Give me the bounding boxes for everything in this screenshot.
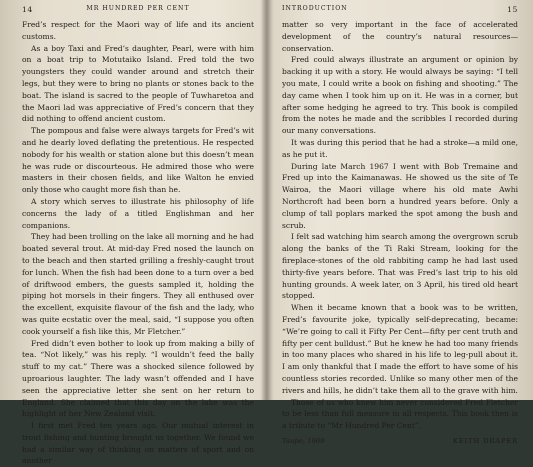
left-page <box>22 0 254 466</box>
author-name: KEITH DRAPER <box>452 436 518 445</box>
right-page-number: 15 <box>507 5 518 14</box>
left-paragraph: A story which serves to illustrate his philosophy of life concerns the lady of a titled Englishman and her companions. <box>22 196 254 230</box>
right-running-head: INTRODUCTION <box>282 5 348 12</box>
right-paragraph: Those of us who knew him never considered Fred Fletcher to be less than full measure in all respects. This book then is a tribute to “Mr Hundred Per Cent”. <box>282 397 518 431</box>
place-date: Taupo, 1969 <box>282 436 325 445</box>
right-page <box>282 0 518 445</box>
left-paragraph: As a boy Taxi and Fred’s daughter, Pearl, were with him on a boat trip to Motutaiko Island. Fred told the two youngsters they could wander around and stretch their legs, but they were to bring no plants or stones back to the boat. The island is sacred to the people of Tuwharetoa and the Maori lad was appreciative of Fred’s concern that they did nothing to offend ancient custom. <box>22 43 254 124</box>
left-running-head: MR HUNDRED PER CENT <box>86 5 190 12</box>
right-paragraph: During late March 1967 I went with Bob Tremaine and Fred up into the Kaimanawas. He showed us the site of Te Wairoa, the Maori village where his old mate Awhi Northcroft had been born a hundred years before. Only a clump of tall poplars marked the spot among the bush and scrub. <box>282 161 518 230</box>
left-paragraph: Fred didn’t even bother to look up from making a billy of tea. “Not likely,” was his reply. “I wouldn’t feed the bally stuff to my cat.” There was a shocked silence followed by uproarious laughter. The lady wasn’t offended and I have seen the appreciative letter she sent on her return to England. She claimed that this day on the lake was the highlight of her New Zealand visit. <box>22 338 254 419</box>
right-paragraph: Fred could always illustrate an argument or opinion by backing it up with a story. He would always be saying: “I tell you mate, I could write a book on fishing and shooting.” The day came when I took him up on it. He was in a corner, but after some hedging he agreed to try. This book is compiled from the notes he made and the scribbles I recorded during our many conversations. <box>282 55 518 136</box>
right-paragraph: It was during this period that he had a stroke—a mild one, as he put it. <box>282 137 518 159</box>
signature-line <box>282 436 518 448</box>
left-paragraph: I first met Fred ten years ago. Our mutual interest in trout fishing and hunting brought us together. We found we had a similar way of thinking on matters of sport and on another <box>22 421 254 466</box>
right-page-header <box>282 5 518 17</box>
right-paragraph: I felt sad watching him search among the overgrown scrub along the banks of the Ti Raki Stream, looking for the fireplace-stones of the old rabbiting camp he had last used thirty-five years before. That was Fred’s last trip to his old hunting grounds. A week later, on 3 April, his tired old heart stopped. <box>282 232 518 301</box>
right-paragraph: When it became known that a book was to be written, Fred’s favourite joke, typically self-deprecating, became: “We’re going to call it Fifty Per Cent—fifty per cent truth and fifty per cent bulldust.” But he knew he had too many friends in too many places who shared in his life to leg-pull about it. I am only thankful that I made the effort to have some of his countless stories recorded. Unlike so many other men of the rivers and hills, he didn’t take them all to the grave with him. <box>282 303 518 395</box>
left-page-number: 14 <box>22 5 33 14</box>
left-paragraph: The pompous and false were always targets for Fred’s wit and he dearly loved deflating the pretentious. He respected nobody for his wealth or station alone but this doesn’t mean he was rude or discourteous. He admired those who were masters in their chosen fields, and like Walton he envied only those who caught more fish than he. <box>22 126 254 195</box>
left-page-header <box>22 5 254 17</box>
right-page-text <box>282 19 518 448</box>
book-gutter <box>260 0 274 400</box>
right-paragraph: matter so very important in the face of accelerated development of the country’s natural resources—conservation. <box>282 20 518 53</box>
left-paragraph: Fred’s respect for the Maori way of life and its ancient customs. <box>22 20 254 41</box>
left-paragraph: They had been trolling on the lake all morning and he had boated several trout. At mid-day Fred nosed the launch on to the beach and then started grilling a freshly-caught trout for lunch. When the fish had been done to a turn over a bed of driftwood embers, the guests sampled it, holding the piping hot morsels in their fingers. They all enthused over the excellent, exquisite flavour of the fish and the lady, who was quite ecstatic over the meal, said, “I suppose you often cook yourself a fish like this, Mr Fletcher.” <box>22 232 254 336</box>
